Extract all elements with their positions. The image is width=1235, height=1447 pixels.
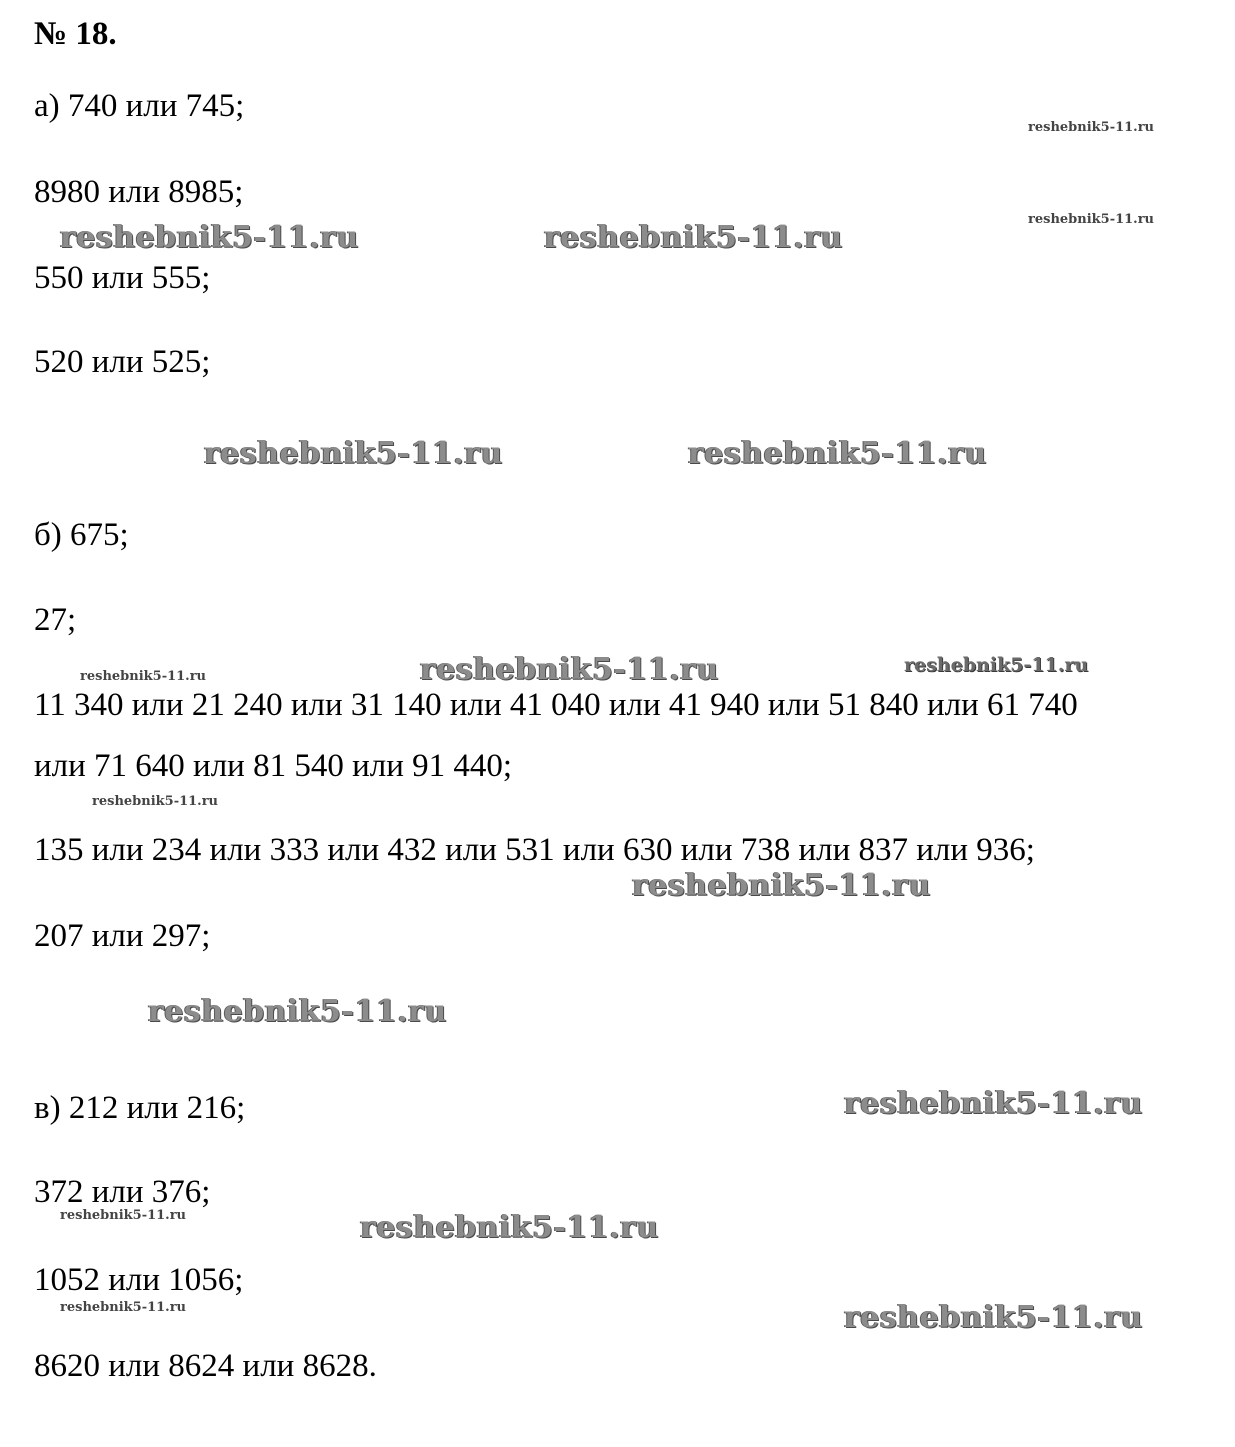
answer-line-b2: 27;	[34, 602, 77, 638]
watermark: reshebnik5-11.ru	[420, 652, 719, 687]
problem-title: № 18.	[34, 16, 117, 52]
watermark: reshebnik5-11.ru	[844, 1300, 1143, 1335]
answer-line-v4: 8620 или 8624 или 8628.	[34, 1348, 377, 1384]
answer-line-a1: а) 740 или 745;	[34, 88, 245, 124]
answer-line-v3: 1052 или 1056;	[34, 1262, 244, 1298]
watermark: reshebnik5-11.ru	[688, 436, 987, 471]
watermark: reshebnik5-11.ru	[80, 669, 207, 684]
watermark: reshebnik5-11.ru	[1028, 212, 1155, 227]
answer-line-v1: в) 212 или 216;	[34, 1090, 246, 1126]
watermark: reshebnik5-11.ru	[92, 794, 219, 809]
answer-line-b5: 135 или 234 или 333 или 432 или 531 или 630 или 738 или 837 или 936;	[34, 832, 1035, 868]
watermark: reshebnik5-11.ru	[60, 1300, 187, 1315]
watermark: reshebnik5-11.ru	[904, 654, 1089, 676]
watermark: reshebnik5-11.ru	[60, 1208, 187, 1223]
watermark: reshebnik5-11.ru	[632, 868, 931, 903]
watermark: reshebnik5-11.ru	[544, 220, 843, 255]
answer-line-b4: или 71 640 или 81 540 или 91 440;	[34, 748, 513, 784]
answer-line-a4: 520 или 525;	[34, 344, 211, 380]
watermark: reshebnik5-11.ru	[60, 220, 359, 255]
answer-line-a3: 550 или 555;	[34, 260, 211, 296]
watermark: reshebnik5-11.ru	[1028, 120, 1155, 135]
watermark: reshebnik5-11.ru	[360, 1210, 659, 1245]
answer-line-a2: 8980 или 8985;	[34, 174, 244, 210]
answer-line-v2: 372 или 376;	[34, 1174, 211, 1210]
watermark: reshebnik5-11.ru	[844, 1086, 1143, 1121]
watermark: reshebnik5-11.ru	[148, 994, 447, 1029]
watermark: reshebnik5-11.ru	[204, 436, 503, 471]
answer-line-b1: б) 675;	[34, 517, 129, 553]
answer-line-b6: 207 или 297;	[34, 918, 211, 954]
answer-line-b3: 11 340 или 21 240 или 31 140 или 41 040 или 41 940 или 51 840 или 61 740	[34, 687, 1078, 723]
